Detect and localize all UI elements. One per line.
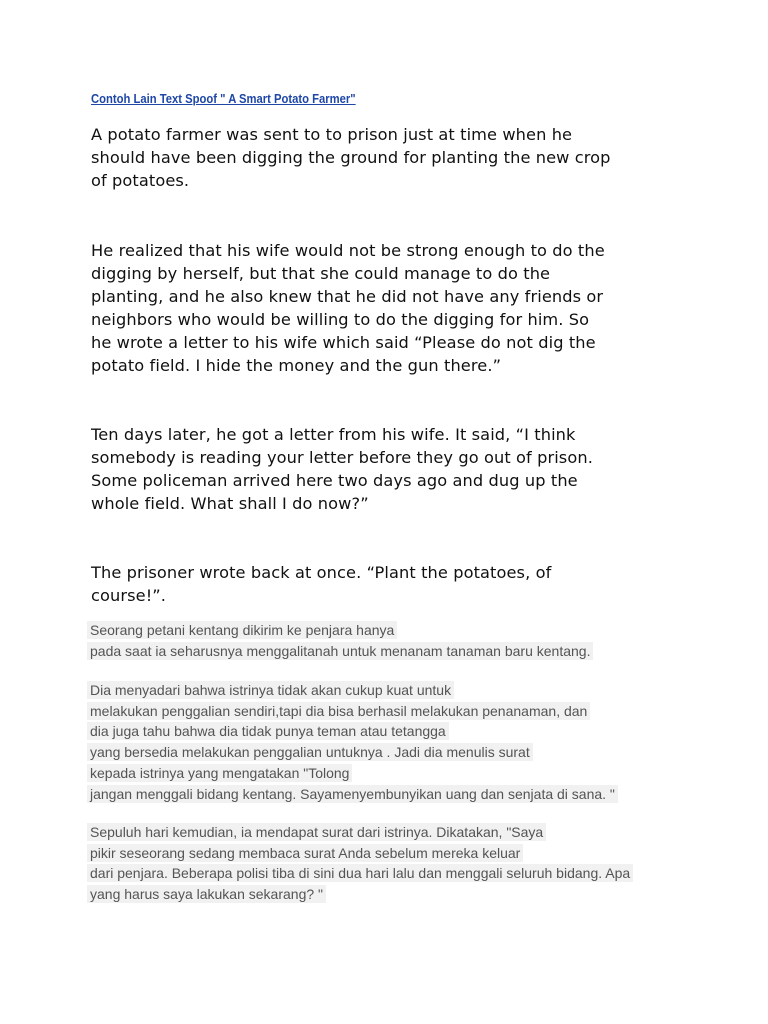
translation-line-text: dari penjara. Beberapa polisi tiba di sini dua hari lalu dan menggali seluruh bidang. Apa (87, 864, 633, 882)
text-line: Ten days later, he got a letter from his wife. It said, “I think (91, 425, 576, 444)
text-line: potato field. I hide the money and the gun there.” (91, 356, 502, 375)
translation-line (87, 680, 618, 701)
text-line: The prisoner wrote back at once. “Plant the potatoes, of (91, 563, 552, 582)
text-line: whole field. What shall I do now?” (91, 494, 369, 513)
text-line: he wrote a letter to his wife which said “Please do not dig the (91, 333, 596, 352)
text-line: digging by herself, but that she could manage to do the (91, 264, 551, 283)
translation-line-text: Sepuluh hari kemudian, ia mendapat surat dari istrinya. Dikatakan, "Saya (87, 823, 546, 841)
translation-line (87, 784, 618, 805)
english-paragraph-1 (91, 123, 691, 192)
translation-line (87, 620, 593, 641)
translation-line (87, 884, 633, 905)
translation-line (87, 701, 618, 722)
translation-line (87, 863, 633, 884)
translation-line-text: pada saat ia seharusnya menggalitanah untuk menanam tanaman baru kentang. (87, 642, 593, 660)
english-paragraph-4 (91, 561, 691, 607)
translation-line (87, 641, 593, 662)
translation-line-text: dia juga tahu bahwa dia tidak punya teman atau tetangga (87, 722, 449, 740)
translation-line-text: Dia menyadari bahwa istrinya tidak akan cukup kuat untuk (87, 681, 454, 699)
text-line: course!”. (91, 586, 167, 605)
translation-line (87, 742, 618, 763)
text-line: should have been digging the ground for planting the new crop (91, 148, 611, 167)
translation-line (87, 822, 633, 843)
translation-line-text: kepada istrinya yang mengatakan "Tolong (87, 764, 352, 782)
text-line: of potatoes. (91, 171, 190, 190)
text-line: planting, and he also knew that he did not have any friends or (91, 287, 604, 306)
translation-line-text: jangan menggali bidang kentang. Sayamenyembunyikan uang dan senjata di sana. " (87, 785, 618, 803)
text-line: A potato farmer was sent to to prison just at time when he (91, 125, 573, 144)
text-line: neighbors who would be willing to do the digging for him. So (91, 310, 590, 329)
text-line: somebody is reading your letter before they go out of prison. (91, 448, 593, 467)
document-title-link[interactable]: Contoh Lain Text Spoof " A Smart Potato Farmer" (91, 92, 356, 106)
translation-line (87, 721, 618, 742)
translation-line (87, 763, 618, 784)
text-line: Some policeman arrived here two days ago and dug up the (91, 471, 578, 490)
translation-line-text: melakukan penggalian sendiri,tapi dia bisa berhasil melakukan penanaman, dan (87, 702, 590, 720)
text-line: He realized that his wife would not be strong enough to do the (91, 241, 605, 260)
english-paragraph-2 (91, 239, 691, 377)
translation-paragraph-3 (87, 822, 633, 905)
translation-line-text: yang harus saya lakukan sekarang? " (87, 885, 326, 903)
english-paragraph-3 (91, 423, 691, 515)
translation-line-text: pikir seseorang sedang membaca surat Anda sebelum mereka keluar (87, 844, 523, 862)
translation-line (87, 843, 633, 864)
translation-line-text: Seorang petani kentang dikirim ke penjara hanya (87, 621, 397, 639)
translation-paragraph-1 (87, 620, 593, 661)
translation-paragraph-2 (87, 680, 618, 804)
translation-line-text: yang bersedia melakukan penggalian untuknya . Jadi dia menulis surat (87, 743, 533, 761)
